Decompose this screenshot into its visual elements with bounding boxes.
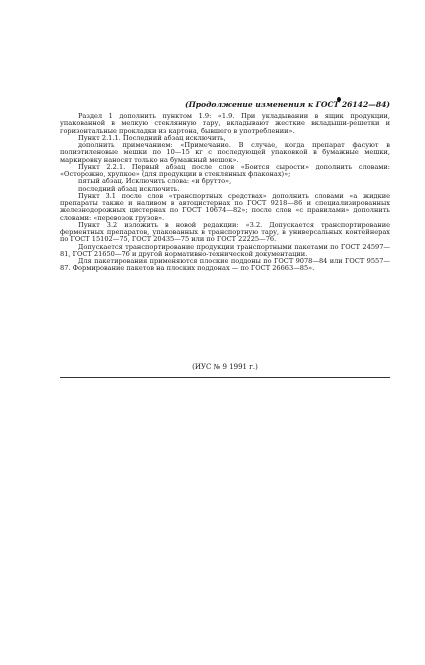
amendment-body xyxy=(60,113,390,273)
paragraph: Пункт 3.1 после слов «транспортных средствах» дополнить словами «а жидкие препараты также и наливом в автоцистернах по ГОСТ 9218—86 и специализированных железнодорожных цистернах по ГОСТ 10674—82»; после слов «с правилами» дополнить словами: «перевозок грузов». xyxy=(60,191,390,222)
paragraph: Раздел 1 дополнить пунктом 1.9: «1.9. При укладывании в ящик продукции, упакованной в мелкую стеклянную тару, вкладывают жесткие вкладыши-решетки и горизонтальные прокладки из картона, бывшего в употреблении». xyxy=(60,112,390,135)
paragraph: последний абзац исключить. xyxy=(78,184,180,193)
paragraph: Пункт 2.1.1. Последний абзац исключить, xyxy=(78,133,226,142)
paragraph: Для пакетирования применяются плоские поддоны по ГОСТ 9078—84 или ГОСТ 9557—87. Формирование пакетов на плоских поддонах — по ГОСТ 26663—85». xyxy=(60,257,390,273)
divider-line xyxy=(60,377,390,378)
paragraph: пятый абзац. Исключить слова: «и брутто», xyxy=(78,177,232,186)
paragraph: дополнить примечанием: «Примечание. В случае, когда препарат фасуют в полиэтиленовые мешки по 10—15 кг с последующей упаковкой в бумажные мешки, маркировку наносят только на бумажный мешок». xyxy=(60,141,390,164)
paragraph: Пункт 3.2 изложить в новой редакции: «3.2. Допускается транспортирование ферментных препаратов, упакованных в транспортную тару, в универсальных контейнерах по ГОСТ 15102—75, ГОСТ 20435—75 или по ГОСТ 22225—76. xyxy=(60,220,390,244)
paragraph: Допускается транспортирование продукции транспортными пакетами по ГОСТ 24597—81, ГОСТ 21650—76 и другой нормативно-технической документации. xyxy=(60,242,390,258)
edition-note: (ИУС № 9 1991 г.) xyxy=(192,363,258,371)
paragraph: Пункт 2.2.1. Первый абзац после слов «Боится сырости» дополнить словами: «Осторожно, хрупкое» (для продукции в стеклянных флаконах)»; xyxy=(60,162,390,178)
continuation-header: (Продолжение изменения к ГОСТ 26142—84) xyxy=(184,100,390,109)
